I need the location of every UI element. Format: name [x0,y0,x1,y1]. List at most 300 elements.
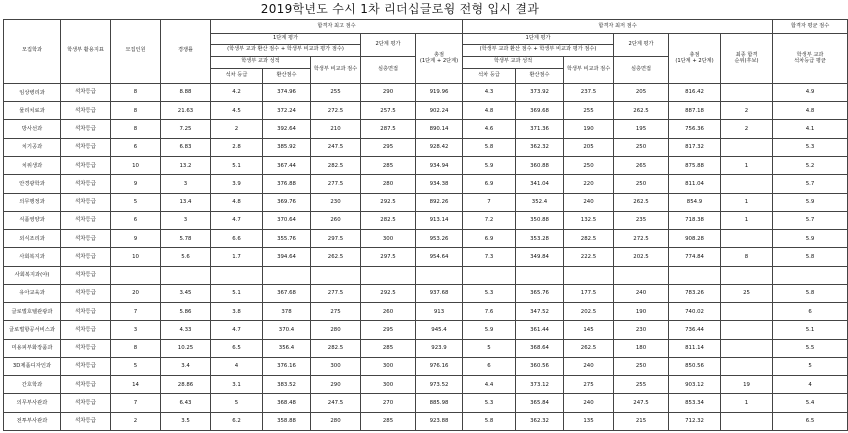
cell-t-total: 919.96 [416,83,463,101]
cell-t-conv: 385.92 [263,138,311,156]
table-row [4,193,848,211]
cell-avg: 5.2 [773,156,848,174]
cell-dept: 사회복지과(야) [4,266,61,284]
cell-rate: 21.63 [161,102,211,120]
header-low-group: 합격자 최저 점수 [463,20,773,34]
cell-l-nc: 275 [564,376,614,394]
cell-t-grade: 6.2 [211,412,263,430]
cell-rate [161,266,211,284]
cell-l-rank: 8 [721,248,773,266]
admission-results-table [3,19,848,431]
cell-l-rank: 1 [721,193,773,211]
cell-index: 석차등급 [61,394,111,412]
cell-t-grade: 6.5 [211,339,263,357]
cell-index: 석차등급 [61,284,111,302]
cell-rate: 5.86 [161,303,211,321]
table-row [4,138,848,156]
table-row [4,120,848,138]
cell-t-grade: 5.1 [211,284,263,302]
cell-l-nc: 255 [564,102,614,120]
cell-dept: 간호학과 [4,376,61,394]
cell-index: 석차등급 [61,266,111,284]
cell-t-total: 945.4 [416,321,463,339]
cell-l-grade: 5 [463,339,516,357]
cell-t-nc: 255 [311,83,361,101]
cell-dept: 글로벌호텔관광과 [4,303,61,321]
cell-l-nc: 282.5 [564,230,614,248]
cell-l-rank: 1 [721,156,773,174]
cell-avg: 4 [773,376,848,394]
cell-avg: 5.9 [773,230,848,248]
table-row [4,339,848,357]
cell-t-grade: 4 [211,357,263,375]
cell-l-grade [463,266,516,284]
header-dept: 모집학과 [4,20,61,84]
cell-l-grade: 5.9 [463,321,516,339]
cell-t-conv: 374.96 [263,83,311,101]
cell-l-nc: 240 [564,193,614,211]
cell-l-conv: 360.56 [516,357,564,375]
cell-index: 석차등급 [61,230,111,248]
cell-t-grade: 3.9 [211,175,263,193]
cell-t-int: 287.5 [361,120,416,138]
cell-rate: 6.83 [161,138,211,156]
cell-l-int: 195 [614,120,669,138]
cell-l-grade: 7.2 [463,211,516,229]
cell-dept: 전투부사관과 [4,412,61,430]
table-row [4,394,848,412]
header-top-school-grade: 학생부 교과 성적 [211,56,311,68]
cell-t-nc: 282.5 [311,339,361,357]
cell-t-conv: 355.76 [263,230,311,248]
cell-l-rank [721,138,773,156]
cell-dept: 물리치료과 [4,102,61,120]
cell-t-grade [211,266,263,284]
cell-dept: 의무부사관과 [4,394,61,412]
cell-l-conv: 365.76 [516,284,564,302]
cell-l-grade: 7.6 [463,303,516,321]
page-title: 2019학년도 수시 1차 리더십글로윙 전형 입시 결과 [260,2,540,16]
cell-l-rank: 25 [721,284,773,302]
cell-t-int: 280 [361,175,416,193]
cell-l-rank [721,303,773,321]
cell-quota: 8 [111,339,161,357]
cell-t-total: 892.26 [416,193,463,211]
cell-l-grade: 4.6 [463,120,516,138]
header-top-stage1: 1단계 평가 [211,34,361,45]
cell-t-conv: 367.44 [263,156,311,174]
cell-l-rank [721,357,773,375]
cell-l-int: 190 [614,303,669,321]
cell-l-conv: 349.84 [516,248,564,266]
cell-avg: 5.7 [773,175,848,193]
cell-dept: 유아교육과 [4,284,61,302]
header-index: 학생부 활용지표 [61,20,111,84]
cell-t-int: 300 [361,230,416,248]
cell-t-total [416,266,463,284]
cell-rate: 3 [161,211,211,229]
cell-rate: 4.33 [161,321,211,339]
cell-quota: 10 [111,156,161,174]
table-row [4,357,848,375]
cell-l-int: 205 [614,83,669,101]
cell-l-total: 887.18 [669,102,721,120]
cell-l-grade: 5.3 [463,284,516,302]
cell-t-total: 923.88 [416,412,463,430]
cell-l-conv: 350.88 [516,211,564,229]
table-row [4,266,848,284]
table-row [4,248,848,266]
cell-t-conv: 356.4 [263,339,311,357]
cell-l-nc: 220 [564,175,614,193]
cell-l-nc: 237.5 [564,83,614,101]
cell-rate: 5.78 [161,230,211,248]
cell-t-total: 937.68 [416,284,463,302]
cell-t-conv [263,266,311,284]
cell-avg: 5.8 [773,248,848,266]
header-top-noncurr: 학생부 비교과 점수 [311,56,361,83]
cell-index: 석차등급 [61,412,111,430]
cell-quota: 3 [111,321,161,339]
cell-l-nc: 135 [564,412,614,430]
cell-quota: 2 [111,412,161,430]
cell-l-grade: 4.4 [463,376,516,394]
cell-avg: 4.8 [773,102,848,120]
cell-t-total: 923.9 [416,339,463,357]
cell-t-int: 285 [361,412,416,430]
cell-l-nc: 240 [564,357,614,375]
cell-t-grade: 2 [211,120,263,138]
cell-t-int: 295 [361,321,416,339]
cell-l-nc: 132.5 [564,211,614,229]
cell-quota: 8 [111,83,161,101]
cell-t-nc: 290 [311,376,361,394]
cell-index: 석차등급 [61,102,111,120]
cell-index: 석차등급 [61,175,111,193]
cell-l-nc [564,266,614,284]
cell-l-rank: 2 [721,102,773,120]
cell-l-conv: 353.28 [516,230,564,248]
cell-quota: 20 [111,284,161,302]
cell-t-nc [311,266,361,284]
cell-l-total: 853.34 [669,394,721,412]
cell-t-total: 954.64 [416,248,463,266]
cell-l-nc: 145 [564,321,614,339]
cell-l-int: 262.5 [614,193,669,211]
cell-t-grade: 5.1 [211,156,263,174]
header-top-converted: 환산점수 [263,68,311,83]
cell-avg: 5.4 [773,394,848,412]
cell-l-nc: 250 [564,156,614,174]
cell-l-int: 180 [614,339,669,357]
cell-t-int: 292.5 [361,193,416,211]
table-row [4,303,848,321]
cell-dept: 3D제품디자인과 [4,357,61,375]
cell-l-rank [721,321,773,339]
header-rate: 경쟁률 [161,20,211,84]
cell-l-total: 811.04 [669,175,721,193]
cell-l-conv: 365.84 [516,394,564,412]
cell-l-grade: 6 [463,357,516,375]
cell-t-conv: 378 [263,303,311,321]
cell-l-nc: 222.5 [564,248,614,266]
cell-l-total: 718.38 [669,211,721,229]
cell-l-int: 247.5 [614,394,669,412]
cell-l-int: 255 [614,376,669,394]
cell-t-total: 885.98 [416,394,463,412]
cell-l-grade: 5.8 [463,138,516,156]
table-row [4,230,848,248]
cell-rate: 8.88 [161,83,211,101]
header-low-converted: 환산점수 [516,68,564,83]
cell-t-nc: 277.5 [311,284,361,302]
header-low-stage1: 1단계 평가 [463,34,614,45]
cell-l-total: 854.9 [669,193,721,211]
cell-quota: 5 [111,357,161,375]
table-row [4,376,848,394]
table-row [4,83,848,101]
cell-quota: 6 [111,211,161,229]
cell-rate: 10.25 [161,339,211,357]
cell-t-int: 282.5 [361,211,416,229]
cell-t-nc: 247.5 [311,394,361,412]
cell-l-rank [721,339,773,357]
cell-l-grade: 7 [463,193,516,211]
cell-l-grade: 5.3 [463,394,516,412]
cell-dept: 식품영양과 [4,211,61,229]
cell-t-int: 290 [361,83,416,101]
cell-l-conv: 373.92 [516,83,564,101]
header-quota: 모집인원 [111,20,161,84]
cell-l-grade: 4.8 [463,102,516,120]
cell-l-total: 736.44 [669,321,721,339]
cell-l-conv: 362.32 [516,412,564,430]
header-low-school-grade: 학생부 교과 성적 [463,56,564,68]
cell-l-int: 215 [614,412,669,430]
cell-t-nc: 272.5 [311,102,361,120]
cell-t-nc: 300 [311,357,361,375]
cell-l-int: 250 [614,138,669,156]
cell-t-grade: 4.7 [211,211,263,229]
cell-quota: 8 [111,120,161,138]
cell-index: 석차등급 [61,193,111,211]
cell-l-total: 903.12 [669,376,721,394]
cell-l-rank [721,83,773,101]
cell-l-conv [516,266,564,284]
cell-rate: 3.4 [161,357,211,375]
cell-t-conv: 370.64 [263,211,311,229]
cell-l-nc: 190 [564,120,614,138]
header-top-interview: 심층면접 [361,56,416,83]
cell-l-total: 712.32 [669,412,721,430]
cell-t-int: 292.5 [361,284,416,302]
cell-quota: 7 [111,303,161,321]
cell-dept: 방사선과 [4,120,61,138]
cell-dept: 치기공과 [4,138,61,156]
header-top-total: 총점 (1단계 + 2단계) [416,34,463,84]
cell-t-int [361,266,416,284]
cell-t-total: 913.14 [416,211,463,229]
cell-t-conv: 370.4 [263,321,311,339]
cell-l-total: 850.56 [669,357,721,375]
cell-l-total: 908.28 [669,230,721,248]
cell-t-nc: 280 [311,321,361,339]
header-final-rank: 최종 합격 순위(후보) [721,34,773,84]
cell-t-conv: 368.48 [263,394,311,412]
cell-t-total: 928.42 [416,138,463,156]
cell-t-int: 300 [361,376,416,394]
cell-avg: 6.5 [773,412,848,430]
cell-index: 석차등급 [61,120,111,138]
cell-l-grade: 6.9 [463,230,516,248]
cell-t-nc: 282.5 [311,156,361,174]
cell-avg: 5 [773,357,848,375]
cell-t-nc: 275 [311,303,361,321]
cell-l-conv: 360.88 [516,156,564,174]
header-top-group: 합격자 최고 점수 [211,20,463,34]
cell-t-nc: 297.5 [311,230,361,248]
cell-t-conv: 392.64 [263,120,311,138]
cell-l-rank: 1 [721,211,773,229]
cell-l-total: 756.36 [669,120,721,138]
header-low-interview: 심층면접 [614,56,669,83]
table-row [4,211,848,229]
cell-t-conv: 358.88 [263,412,311,430]
cell-avg: 5.1 [773,321,848,339]
cell-l-conv: 352.4 [516,193,564,211]
cell-t-total: 890.14 [416,120,463,138]
table-row [4,102,848,120]
table-row [4,175,848,193]
cell-t-int: 285 [361,339,416,357]
cell-l-conv: 369.68 [516,102,564,120]
cell-l-total: 783.26 [669,284,721,302]
cell-l-int [614,266,669,284]
cell-t-grade: 2.8 [211,138,263,156]
cell-l-int: 230 [614,321,669,339]
cell-t-int: 297.5 [361,248,416,266]
cell-l-conv: 362.32 [516,138,564,156]
cell-t-nc: 277.5 [311,175,361,193]
cell-t-int: 270 [361,394,416,412]
table-row [4,321,848,339]
cell-l-conv: 341.04 [516,175,564,193]
cell-l-rank: 1 [721,394,773,412]
table-row [4,284,848,302]
cell-t-int: 285 [361,156,416,174]
cell-index: 석차등급 [61,83,111,101]
cell-dept: 글로벌항공서비스과 [4,321,61,339]
cell-l-grade: 6.9 [463,175,516,193]
cell-avg: 4.9 [773,83,848,101]
cell-avg: 5.9 [773,193,848,211]
cell-index: 석차등급 [61,339,111,357]
cell-quota: 14 [111,376,161,394]
cell-t-total: 934.94 [416,156,463,174]
cell-t-grade: 4.7 [211,321,263,339]
cell-t-conv: 376.88 [263,175,311,193]
cell-l-total: 817.32 [669,138,721,156]
cell-l-nc: 205 [564,138,614,156]
table-row [4,412,848,430]
cell-t-grade: 5 [211,394,263,412]
cell-l-conv: 371.36 [516,120,564,138]
cell-t-grade: 1.7 [211,248,263,266]
cell-l-grade: 5.9 [463,156,516,174]
cell-t-grade: 4.8 [211,193,263,211]
cell-l-conv: 373.12 [516,376,564,394]
cell-l-int: 272.5 [614,230,669,248]
header-low-grade: 석차 등급 [463,68,516,83]
cell-avg: 5.5 [773,339,848,357]
cell-l-conv: 347.52 [516,303,564,321]
header-avg-group: 합격자 평균 점수 [773,20,848,34]
cell-l-total: 740.02 [669,303,721,321]
cell-l-grade: 4.3 [463,83,516,101]
cell-l-grade: 5.8 [463,412,516,430]
cell-l-conv: 368.64 [516,339,564,357]
cell-t-int: 300 [361,357,416,375]
cell-t-grade: 3.8 [211,303,263,321]
table-row [4,156,848,174]
cell-rate: 13.2 [161,156,211,174]
header-low-total: 총점 (1단계 + 2단계) [669,34,721,84]
cell-rate: 3.5 [161,412,211,430]
cell-l-nc: 240 [564,394,614,412]
header-avg-grade: 학생부 교과 석차등급 평균 [773,34,848,84]
cell-t-total: 973.52 [416,376,463,394]
cell-l-rank [721,412,773,430]
cell-t-total: 913 [416,303,463,321]
cell-t-total: 953.26 [416,230,463,248]
cell-avg: 5.8 [773,284,848,302]
cell-quota: 6 [111,138,161,156]
cell-l-nc: 177.5 [564,284,614,302]
cell-t-total: 902.24 [416,102,463,120]
cell-l-total: 816.42 [669,83,721,101]
cell-l-rank [721,230,773,248]
cell-rate: 5.6 [161,248,211,266]
cell-dept: 안경광학과 [4,175,61,193]
cell-t-nc: 247.5 [311,138,361,156]
cell-dept: 의무행정과 [4,193,61,211]
cell-t-int: 257.5 [361,102,416,120]
header-top-stage1-sub: (학생부 교과 환산 점수 + 학생부 비교과 평가 점수) [211,45,361,56]
cell-l-total: 875.88 [669,156,721,174]
cell-t-total: 934.38 [416,175,463,193]
cell-avg: 6 [773,303,848,321]
cell-l-int: 235 [614,211,669,229]
cell-l-rank [721,175,773,193]
cell-index: 석차등급 [61,156,111,174]
cell-rate: 28.86 [161,376,211,394]
cell-rate: 13.4 [161,193,211,211]
cell-quota: 9 [111,230,161,248]
cell-t-nc: 262.5 [311,248,361,266]
cell-l-rank: 19 [721,376,773,394]
cell-l-rank [721,266,773,284]
cell-l-nc: 262.5 [564,339,614,357]
cell-dept: 사회복지과 [4,248,61,266]
cell-dept: 미용피부화장품과 [4,339,61,357]
cell-l-grade: 7.3 [463,248,516,266]
cell-t-conv: 372.24 [263,102,311,120]
cell-t-nc: 280 [311,412,361,430]
header-low-stage2: 2단계 평가 [614,34,669,56]
cell-l-int: 250 [614,175,669,193]
cell-avg [773,266,848,284]
cell-l-int: 265 [614,156,669,174]
